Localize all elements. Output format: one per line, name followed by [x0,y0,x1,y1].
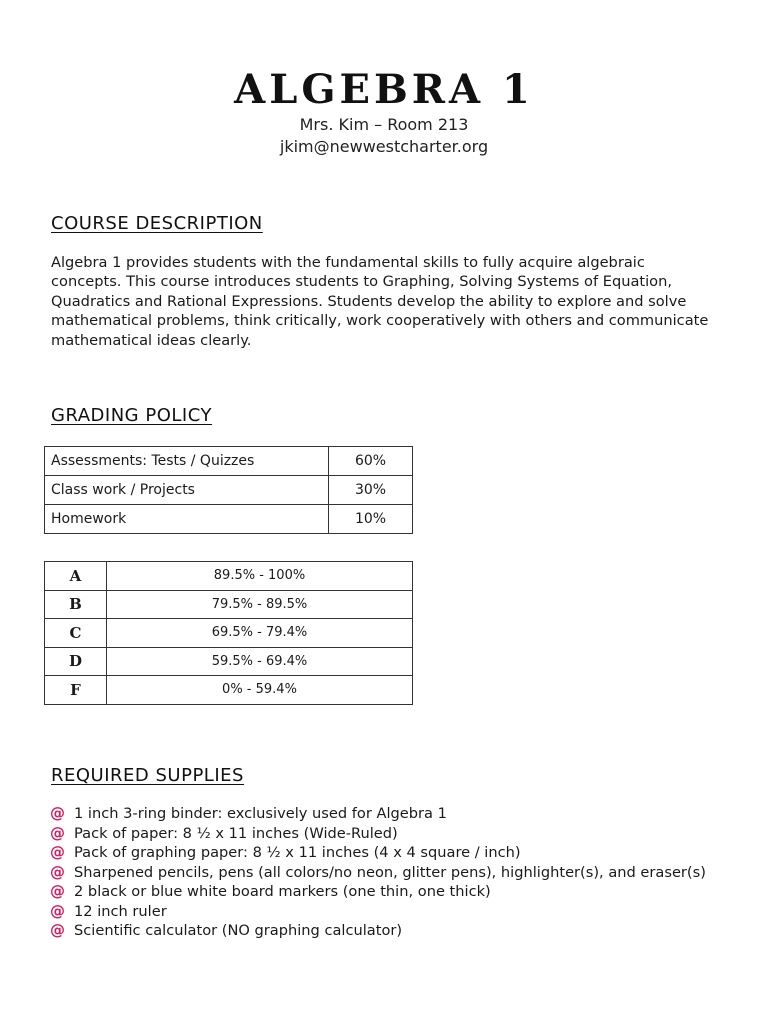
table-row [45,447,413,476]
grade-range: 79.5% - 89.5% [107,590,413,619]
weight-category: Class work / Projects [45,476,329,505]
spiral-bullet-icon: @ [50,862,65,881]
supply-text: 1 inch 3-ring binder: exclusively used for Algebra 1 [74,805,447,822]
weight-percent: 30% [329,476,413,505]
grade-range: 59.5% - 69.4% [107,647,413,676]
list-item [50,804,706,824]
table-row [45,590,413,619]
page-title: ALGEBRA 1 [234,66,534,113]
grade-letter: F [45,676,107,705]
grade-weights-table [44,446,413,534]
supply-text: 12 inch ruler [74,902,167,920]
weight-category: Homework [45,505,329,534]
grading-policy-heading: GRADING POLICY [51,405,212,426]
grade-letter: A [45,562,107,591]
grade-range: 0% - 59.4% [107,676,413,705]
table-row [45,676,413,705]
supply-text: Pack of paper: 8 ½ x 11 inches (Wide-Ruled) [74,824,398,842]
spiral-bullet-icon: @ [50,901,65,920]
course-description-heading: COURSE DESCRIPTION [51,213,263,234]
spiral-bullet-icon: @ [50,823,65,842]
weight-category: Assessments: Tests / Quizzes [45,447,329,476]
supply-text: Sharpened pencils, pens (all colors/no neon, glitter pens), highlighter(s), and eraser(s) [74,863,706,881]
grade-scale-table [44,561,413,705]
spiral-bullet-icon: @ [50,921,65,939]
table-row [45,476,413,505]
table-row [45,619,413,648]
list-item [50,863,706,883]
grade-letter: C [45,619,107,648]
table-row [45,562,413,591]
table-row [45,505,413,534]
grade-letter: B [45,590,107,619]
spiral-bullet-icon: @ [50,843,65,861]
grade-range: 69.5% - 79.4% [107,619,413,648]
supply-text: 2 black or blue white board markers (one thin, one thick) [74,883,491,900]
spiral-bullet-icon: @ [50,804,65,822]
spiral-bullet-icon: @ [50,882,65,900]
list-item [50,882,706,902]
list-item [50,921,706,941]
list-item [50,843,706,863]
weight-percent: 60% [329,447,413,476]
required-supplies-heading: REQUIRED SUPPLIES [51,765,244,786]
list-item [50,902,706,922]
course-description-text: Algebra 1 provides students with the fundamental skills to fully acquire algebraic concepts. This course introduces students to Graphing, Solving Systems of Equation, Quadratics and Rational Expressions. Students develop the ability to explore and solve mathematical problems, think critically, work cooperatively with others and communicate mathematical ideas clearly. [51,254,709,349]
weight-percent: 10% [329,505,413,534]
teacher-room: Mrs. Kim – Room 213 [299,115,469,134]
supply-text: Scientific calculator (NO graphing calculator) [74,922,403,939]
grade-letter: D [45,647,107,676]
teacher-email: jkim@newwestcharter.org [279,137,489,156]
list-item [50,824,706,844]
grade-range: 89.5% - 100% [107,562,413,591]
supplies-list [50,804,706,941]
supply-text: Pack of graphing paper: 8 ½ x 11 inches (4 x 4 square / inch) [74,844,521,861]
table-row [45,647,413,676]
